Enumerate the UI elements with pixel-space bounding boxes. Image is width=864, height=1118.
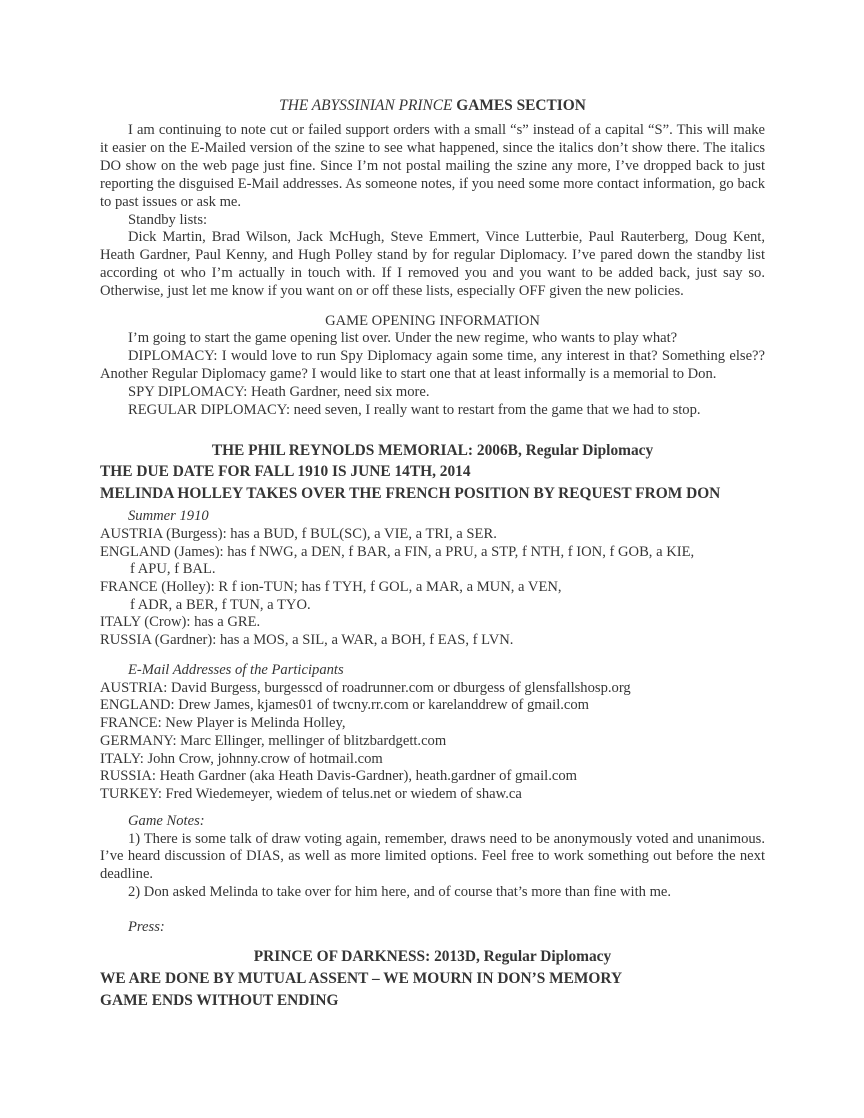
position-line-russia: RUSSIA (Gardner): has a MOS, a SIL, a WAR, a BOH, f EAS, f LVN.: [100, 632, 514, 649]
email-line-russia: RUSSIA: Heath Gardner (aka Heath Davis-Gardner), heath.gardner of gmail.com: [100, 768, 577, 785]
position-line-england-cont: f APU, f BAL.: [130, 561, 216, 578]
opening-paragraph-1: I’m going to start the game opening list over. Under the new regime, who wants to play what?: [128, 330, 678, 347]
email-line-italy: ITALY: John Crow, johnny.crow of hotmail.com: [100, 750, 383, 767]
game-notes-heading: Game Notes:: [128, 812, 205, 829]
opening-paragraph-diplomacy: DIPLOMACY: I would love to run Spy Diplomacy again some time, any interest in that? Something else?? Another Regular Diplomacy game? I would like to start one that at least informally is a memorial to Don.: [100, 347, 765, 382]
page-title: [100, 96, 765, 116]
position-line-france-cont: f ADR, a BER, f TUN, a TYO.: [130, 596, 311, 613]
game1-announcement: MELINDA HOLLEY TAKES OVER THE FRENCH POSITION BY REQUEST FROM DON: [100, 485, 721, 503]
email-line-turkey: TURKEY: Fred Wiedemeyer, wiedem of telus.net or wiedem of shaw.ca: [100, 785, 522, 802]
game-note-1: 1) There is some talk of draw voting again, remember, draws need to be anonymously voted and unanimous. I’ve heard discussion of DIAS, as well as more limited options. Feel free to work something out before the next deadline.: [100, 830, 765, 883]
email-line-austria: AUSTRIA: David Burgess, burgesscd of roadrunner.com or dburgess of glensfallshosp.org: [100, 679, 631, 696]
email-line-england: ENGLAND: Drew James, kjames01 of twcny.rr.com or karelanddrew of gmail.com: [100, 697, 590, 714]
game2-line-game-ends: GAME ENDS WITHOUT ENDING: [100, 991, 339, 1009]
season-label: Summer 1910: [128, 507, 209, 524]
game-note-2: 2) Don asked Melinda to take over for him here, and of course that’s more than fine with me.: [128, 884, 672, 901]
game-opening-heading: GAME OPENING INFORMATION: [325, 313, 540, 330]
opening-paragraph-regular: REGULAR DIPLOMACY: need seven, I really want to restart from the game that we had to stop.: [128, 401, 701, 418]
game2-heading-block: [100, 946, 765, 1011]
opening-paragraph-spy: SPY DIPLOMACY: Heath Gardner, need six more.: [128, 383, 430, 400]
position-line-england: ENGLAND (James): has f NWG, a DEN, f BAR, a FIN, a PRU, a STP, f NTH, f ION, f GOB, a KIE,: [100, 543, 695, 560]
game1-due-date: THE DUE DATE FOR FALL 1910 IS JUNE 14TH, 2014: [100, 463, 471, 481]
intro-paragraph: I am continuing to note cut or failed support orders with a small “s” instead of a capital “S”. This will make it easier on the E-Mailed version of the szine to see what happened, since the italics don’t show there. The italics DO show on the web page just fine. Since I’m not postal mailing the szine any more, I’ve dropped back to just reporting the disguised E-Mail addresses. As someone notes, if you need some more contact information, go back to past issues or ask me.: [100, 122, 765, 210]
game1-heading-block: [100, 440, 765, 505]
game2-title: PRINCE OF DARKNESS: 2013D, Regular Diplomacy: [253, 948, 612, 966]
game1-title: THE PHIL REYNOLDS MEMORIAL: 2006B, Regular Diplomacy: [211, 441, 654, 459]
standby-list-paragraph: Dick Martin, Brad Wilson, Jack McHugh, Steve Emmert, Vince Lutterbie, Paul Rauterberg, Doug Kent, Heath Gardner, Paul Kenny, and Hugh Polley stand by for regular Diplomacy. I’ve pared down the standby list according ot who I’m actually in touch with. If I removed you and you want to be added back, just say so. Otherwise, just let me know if you want on or off these lists, especially OFF given the new policies.: [100, 229, 765, 300]
position-line-france: FRANCE (Holley): R f ion-TUN; has f TYH, f GOL, a MAR, a MUN, a VEN,: [100, 579, 562, 595]
game2-line-mutual-assent: WE ARE DONE BY MUTUAL ASSENT – WE MOURN IN DON’S MEMORY: [100, 969, 623, 987]
zine-title: THE ABYSSINIAN PRINCE: [279, 97, 453, 114]
position-line-austria: AUSTRIA (Burgess): has a BUD, f BUL(SC), a VIE, a TRI, a SER.: [100, 525, 497, 542]
position-line-italy: ITALY (Crow): has a GRE.: [100, 614, 261, 631]
standby-lists-label: Standby lists:: [128, 211, 208, 228]
press-heading: Press:: [128, 919, 165, 936]
emails-heading: E-Mail Addresses of the Participants: [128, 661, 344, 678]
positions-list: [100, 526, 765, 650]
games-section-title: GAMES SECTION: [452, 97, 586, 114]
email-line-germany: GERMANY: Marc Ellinger, mellinger of blitzbardgett.com: [100, 732, 447, 749]
emails-list: [100, 680, 765, 804]
email-line-france: FRANCE: New Player is Melinda Holley,: [100, 715, 346, 732]
